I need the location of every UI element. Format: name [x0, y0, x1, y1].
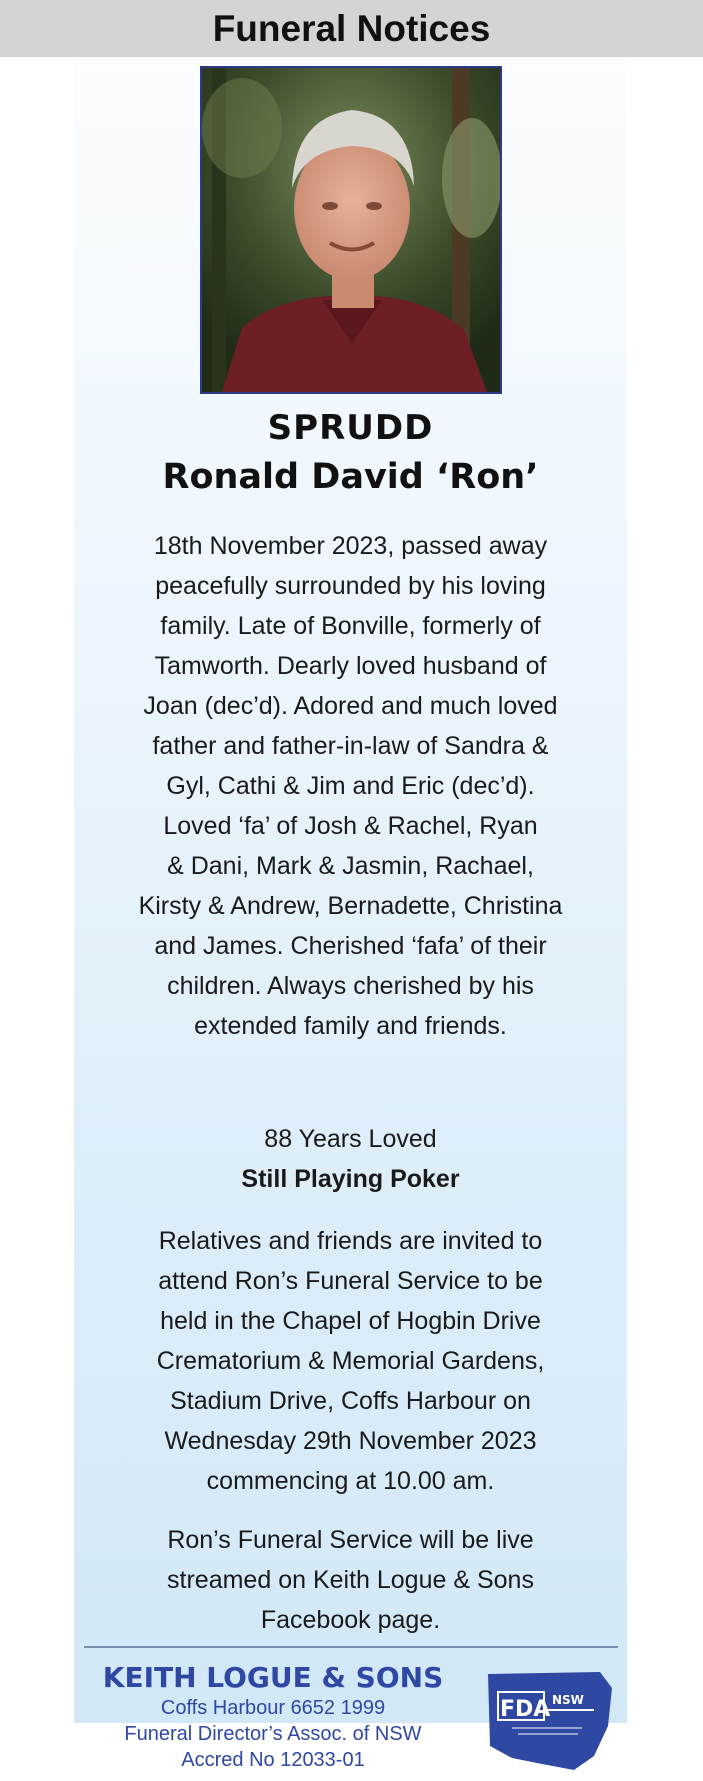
livestream-note: [74, 1520, 627, 1640]
funeral-notice: [74, 58, 627, 1771]
business-accreditation: Accred No 12033-01: [181, 1749, 365, 1771]
stream-line: Facebook page.: [260, 1606, 441, 1634]
service-line: Crematorium & Memorial Gardens,: [156, 1347, 545, 1375]
body-line: father and father-in-law of Sandra &: [152, 732, 549, 760]
page-header: [0, 0, 703, 57]
service-line: Stadium Drive, Coffs Harbour on: [170, 1387, 531, 1415]
body-line: children. Always cherished by his: [167, 972, 534, 1000]
body-line: and James. Cherished ‘fafa’ of their: [154, 932, 547, 960]
logo-text: FDA: [500, 1697, 551, 1722]
surname-heading: SPRUDD: [267, 408, 434, 448]
notice-body: [74, 526, 627, 1046]
stream-line: streamed on Keith Logue & Sons: [167, 1566, 534, 1594]
full-name-heading: Ronald David ‘Ron’: [162, 457, 539, 497]
body-line: & Dani, Mark & Jasmin, Rachael,: [167, 852, 534, 880]
body-line: Kirsty & Andrew, Bernadette, Christina: [138, 892, 563, 920]
page-title: Funeral Notices: [212, 7, 491, 49]
portrait-photo: [200, 66, 502, 394]
business-name: KEITH LOGUE & SONS: [102, 1661, 444, 1694]
service-details: [74, 1221, 627, 1501]
fda-nsw-logo: [482, 1666, 617, 1776]
body-line: 18th November 2023, passed away: [153, 532, 548, 560]
body-line: Gyl, Cathi & Jim and Eric (dec’d).: [166, 772, 535, 800]
service-line: attend Ron’s Funeral Service to be: [158, 1267, 543, 1295]
logo-state-text: NSW: [552, 1693, 584, 1707]
service-line: Wednesday 29th November 2023: [164, 1427, 537, 1455]
stream-line: Ron’s Funeral Service will be live: [167, 1526, 534, 1554]
business-phone: Coffs Harbour 6652 1999: [160, 1697, 386, 1719]
body-line: peacefully surrounded by his loving: [155, 572, 546, 600]
body-line: Loved ‘fa’ of Josh & Rachel, Ryan: [163, 812, 538, 840]
footer-divider: [84, 1646, 618, 1648]
body-line: family. Late of Bonville, formerly of: [160, 612, 541, 640]
body-line: extended family and friends.: [194, 1012, 507, 1040]
service-line: commencing at 10.00 am.: [206, 1467, 495, 1495]
tagline: Still Playing Poker: [241, 1165, 460, 1193]
age-line: 88 Years Loved: [264, 1125, 437, 1153]
service-line: held in the Chapel of Hogbin Drive: [160, 1307, 541, 1335]
body-line: Tamworth. Dearly loved husband of: [154, 652, 547, 680]
body-line: Joan (dec’d). Adored and much loved: [143, 692, 558, 720]
business-association: Funeral Director’s Assoc. of NSW: [124, 1723, 422, 1745]
service-line: Relatives and friends are invited to: [158, 1227, 543, 1255]
